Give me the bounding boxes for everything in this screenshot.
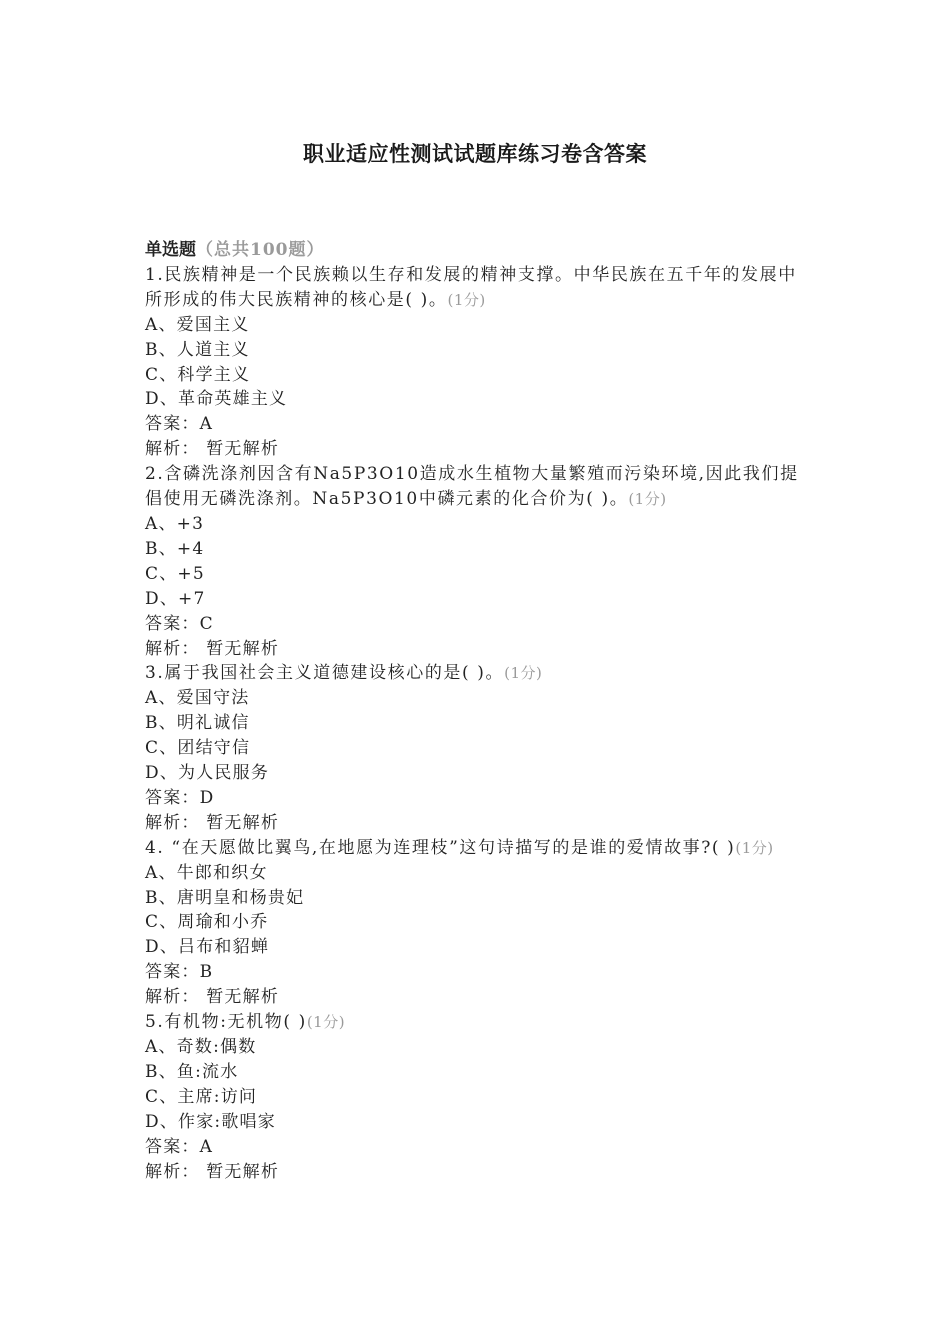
- answer-value: C: [199, 613, 214, 634]
- analysis-value: 暂无解析: [206, 812, 280, 833]
- option: A、奇数:偶数: [145, 1037, 257, 1057]
- answer-line: [145, 412, 805, 437]
- question-text: 5.有机物:无机物( ): [145, 1012, 307, 1033]
- section-heading: [145, 238, 805, 263]
- question-score: (1分): [447, 290, 486, 309]
- analysis-prefix: 解析：: [145, 638, 200, 659]
- analysis-line: [145, 637, 805, 662]
- question-score: (1分): [628, 490, 667, 509]
- question-stem: [145, 661, 805, 686]
- answer-value: D: [199, 787, 215, 808]
- analysis-prefix: 解析：: [145, 1161, 200, 1182]
- analysis-value: 暂无解析: [206, 987, 280, 1008]
- option: C、周瑜和小乔: [145, 912, 269, 933]
- question-item: [145, 462, 805, 661]
- option: B、鱼:流水: [145, 1061, 239, 1082]
- analysis-value: 暂无解析: [206, 439, 280, 460]
- answer-line: [145, 1135, 805, 1160]
- analysis-line: [145, 811, 805, 836]
- option: D、革命英雄主义: [145, 389, 288, 410]
- section-label: 单选题: [145, 240, 196, 260]
- option: C、科学主义: [145, 364, 251, 385]
- question-text: 1.民族精神是一个民族赖以生存和发展的精神支撑。中华民族在五千年的发展中所形成的伟大民族精神的核心是( )。: [145, 264, 797, 310]
- option: B、+4: [145, 538, 205, 559]
- option: D、+7: [145, 588, 206, 609]
- answer-value: B: [199, 962, 214, 983]
- question-score: (1分): [306, 1013, 346, 1032]
- analysis-line: [145, 1160, 805, 1185]
- question-text: 2.含磷洗涤剂因含有Na5P3O10造成水生植物大量繁殖而污染环境,因此我们提倡使用无磷洗涤剂。Na5P3O10中磷元素的化合价为( )。: [145, 464, 799, 510]
- analysis-line: [145, 437, 805, 462]
- answer-value: A: [199, 414, 214, 435]
- analysis-prefix: 解析：: [145, 439, 200, 460]
- section-count: （总共100题）: [196, 240, 325, 260]
- option: B、人道主义: [145, 339, 250, 360]
- question-item: [145, 263, 805, 462]
- question-item: [145, 661, 805, 835]
- document-title: 职业适应性测试试题库练习卷含答案: [303, 141, 647, 166]
- option: C、+5: [145, 563, 205, 584]
- answer-line: [145, 612, 805, 637]
- option: D、作家:歌唱家: [145, 1111, 276, 1132]
- answer-prefix: 答案：: [145, 613, 200, 634]
- answer-prefix: 答案：: [145, 1136, 200, 1157]
- question-stem: [145, 836, 805, 861]
- question-list: [145, 238, 805, 1184]
- option: B、明礼诚信: [145, 713, 250, 734]
- question-text: 4. “在天愿做比翼鸟,在地愿为连理枝”这句诗描写的是谁的爱情故事?( ): [145, 837, 736, 858]
- answer-line: [145, 786, 805, 811]
- option: C、主席:访问: [145, 1086, 258, 1107]
- option: C、团结守信: [145, 738, 251, 759]
- question-text: 3.属于我国社会主义道德建设核心的是( )。: [145, 663, 505, 684]
- analysis-prefix: 解析：: [145, 812, 200, 833]
- question-stem: [145, 263, 805, 313]
- option: A、牛郎和织女: [145, 862, 268, 883]
- question-stem: [145, 1010, 805, 1035]
- answer-prefix: 答案：: [145, 787, 200, 808]
- question-score: (1分): [735, 838, 774, 857]
- option: D、为人民服务: [145, 763, 270, 784]
- answer-value: A: [199, 1136, 214, 1157]
- answer-line: [145, 960, 805, 985]
- question-score: (1分): [504, 664, 543, 683]
- option: A、爱国守法: [145, 688, 250, 709]
- answer-prefix: 答案：: [145, 414, 200, 435]
- question-stem: [145, 462, 805, 512]
- option: D、吕布和貂蝉: [145, 937, 270, 958]
- option: A、爱国主义: [145, 314, 250, 335]
- answer-prefix: 答案：: [145, 962, 200, 983]
- analysis-value: 暂无解析: [206, 1161, 280, 1182]
- analysis-prefix: 解析：: [145, 987, 200, 1008]
- question-item: [145, 836, 805, 1010]
- analysis-line: [145, 985, 805, 1010]
- option: B、唐明皇和杨贵妃: [145, 887, 305, 908]
- question-item: [145, 1010, 805, 1184]
- analysis-value: 暂无解析: [206, 638, 280, 659]
- option: A、+3: [145, 513, 205, 534]
